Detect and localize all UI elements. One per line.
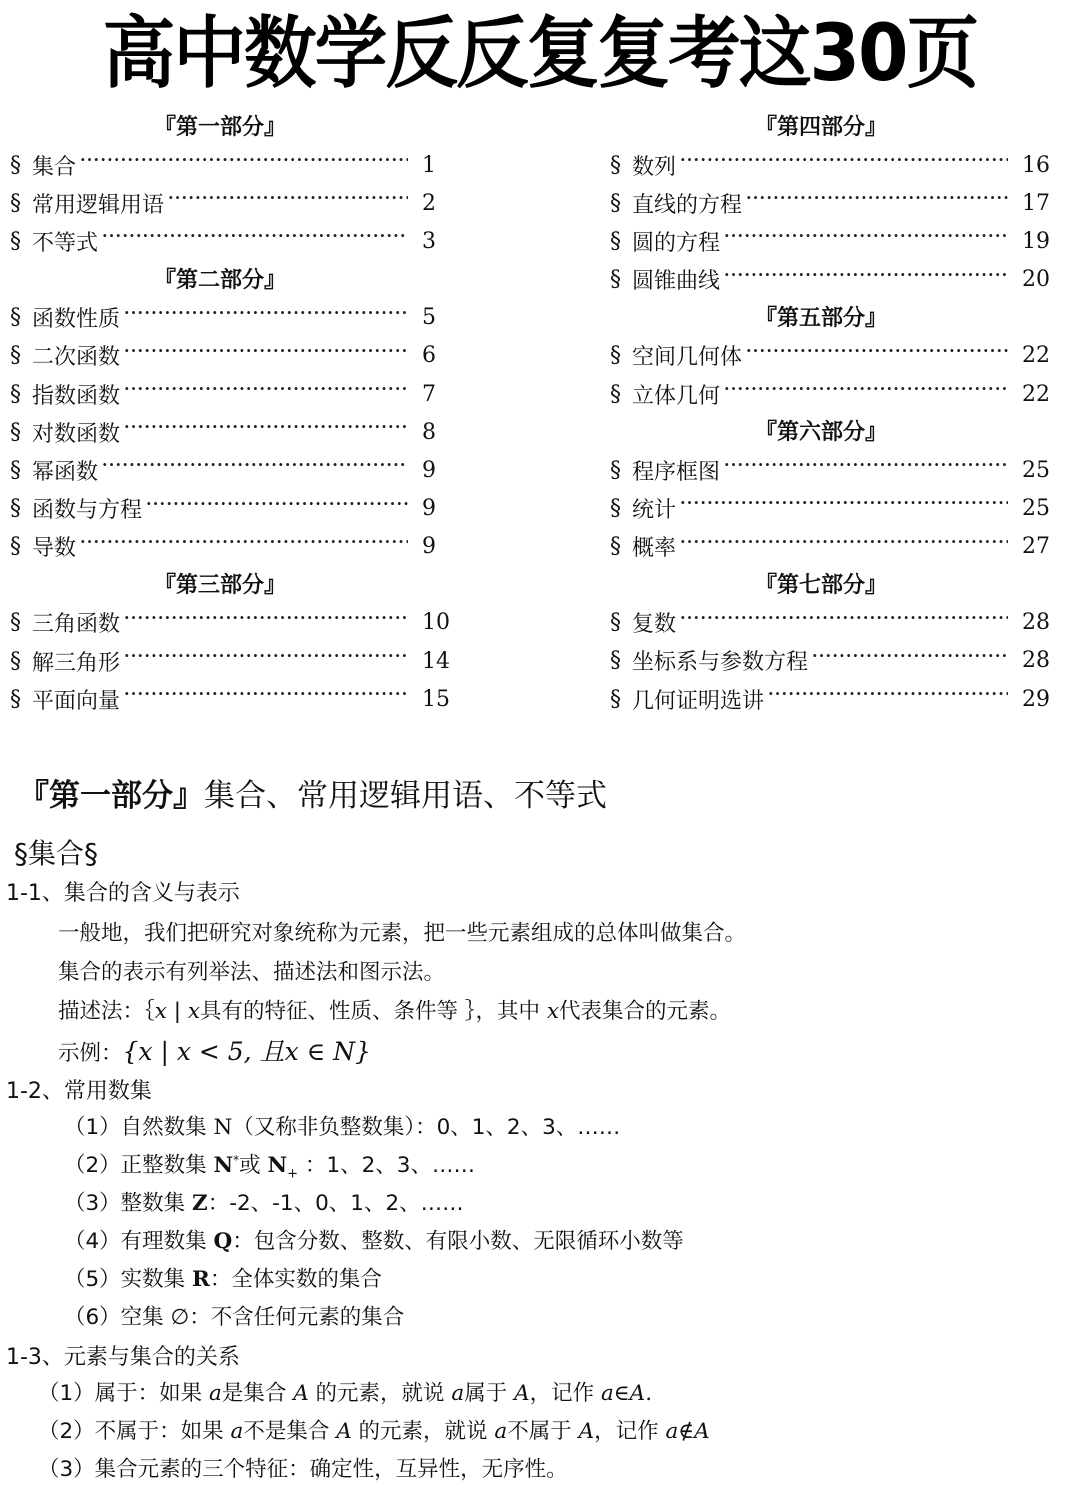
paragraph xyxy=(58,1032,371,1068)
set-symbol: N xyxy=(213,1153,234,1178)
section-mark: § xyxy=(610,381,621,407)
section-mark: § xyxy=(10,305,21,331)
toc-entry[interactable] xyxy=(10,413,470,451)
text: （1）属于：如果 xyxy=(38,1381,210,1406)
superscript: * xyxy=(233,1152,240,1167)
dot-leader xyxy=(746,345,1008,367)
text: 描述法：｛ xyxy=(58,999,155,1024)
math-var: a xyxy=(451,1381,465,1406)
toc-entry-label: 复数 xyxy=(632,612,677,638)
toc-entry-label: 数列 xyxy=(632,154,677,180)
toc-entry[interactable] xyxy=(10,680,470,718)
toc-page-number: 28 xyxy=(1022,648,1050,674)
math-var: x xyxy=(154,999,167,1024)
toc-entry[interactable] xyxy=(10,451,470,489)
toc-entry-label: 概率 xyxy=(632,536,677,562)
text: （6）空集 xyxy=(64,1305,171,1330)
dot-leader xyxy=(124,345,408,367)
toc-page-number: 7 xyxy=(422,381,436,407)
toc-entry[interactable] xyxy=(610,680,1072,718)
text: （又称非负整数集）：0、1、2、3、…… xyxy=(232,1115,621,1140)
dot-leader xyxy=(80,154,408,176)
paragraph: 一般地，我们把研究对象统称为元素，把一些元素组成的总体叫做集合。 xyxy=(58,921,747,946)
toc-entry[interactable] xyxy=(10,604,470,642)
toc-page-number: 28 xyxy=(1022,610,1050,636)
toc-entry[interactable] xyxy=(610,528,1072,566)
section-mark: § xyxy=(10,419,21,445)
list-item xyxy=(64,1224,684,1255)
section-mark: § xyxy=(10,534,21,560)
toc-page-number: 2 xyxy=(422,190,436,216)
toc-entry[interactable] xyxy=(10,146,470,184)
chapter-heading xyxy=(18,770,607,815)
dot-leader xyxy=(124,612,408,634)
dot-leader xyxy=(812,650,1008,672)
dot-leader xyxy=(724,230,1008,252)
toc-entry-label: 几何证明选讲 xyxy=(632,688,765,714)
toc-entry-label: 二次函数 xyxy=(32,345,121,371)
section-mark: § xyxy=(10,496,21,522)
dot-leader xyxy=(746,192,1008,214)
toc-entry-label: 对数函数 xyxy=(32,421,121,447)
toc-entry-label: 常用逻辑用语 xyxy=(32,192,165,218)
toc-page-number: 15 xyxy=(422,686,450,712)
math-var: a xyxy=(230,1419,244,1444)
toc-page-number: 27 xyxy=(1022,534,1050,560)
dot-leader xyxy=(724,383,1008,405)
text: ：1、2、3、…… xyxy=(298,1153,475,1178)
toc-entry[interactable] xyxy=(610,146,1072,184)
section-mark: § xyxy=(610,610,621,636)
dot-leader xyxy=(680,612,1008,634)
toc-entry[interactable] xyxy=(610,337,1072,375)
toc-entry-label: 直线的方程 xyxy=(632,192,743,218)
text: （2）不属于：如果 xyxy=(38,1419,231,1444)
dot-leader xyxy=(168,192,408,214)
math-var: A xyxy=(514,1381,530,1406)
section-mark: § xyxy=(10,648,21,674)
text: （2）正整数集 xyxy=(64,1153,214,1178)
toc-page-number: 25 xyxy=(1022,457,1050,483)
text: 示例： xyxy=(58,1041,123,1066)
text: ：不含任何元素的集合 xyxy=(189,1305,405,1330)
paragraph: 集合的表示有列举法、描述法和图示法。 xyxy=(58,960,446,985)
list-item: （3）集合元素的三个特征：确定性，互异性，无序性。 xyxy=(38,1457,568,1482)
toc-entry-label: 不等式 xyxy=(32,230,99,256)
toc-entry-label: 程序框图 xyxy=(632,459,721,485)
math-var: A xyxy=(578,1419,595,1444)
section-mark: § xyxy=(610,152,621,178)
toc-entry-label: 指数函数 xyxy=(32,383,121,409)
toc-entry-label: 导数 xyxy=(32,536,77,562)
subscript: + xyxy=(287,1166,299,1182)
list-item xyxy=(38,1376,652,1407)
math-var: A xyxy=(336,1419,352,1444)
subsection-heading: 1-3、元素与集合的关系 xyxy=(6,1345,240,1370)
toc-entry[interactable] xyxy=(10,184,470,222)
dot-leader xyxy=(124,650,408,672)
dot-leader xyxy=(124,421,408,443)
toc-entry-label: 函数与方程 xyxy=(32,498,143,524)
text: 具有的特征、性质、条件等 ｝，其中 xyxy=(199,999,547,1024)
toc-entry[interactable] xyxy=(10,642,470,680)
toc-page-number: 8 xyxy=(422,419,436,445)
toc-right-column xyxy=(610,108,1072,718)
set-symbol: N xyxy=(267,1153,288,1178)
text: ，记作 xyxy=(529,1381,601,1406)
list-item xyxy=(64,1186,464,1217)
chapter-part-label: 『第一部分』 xyxy=(18,778,204,814)
section-mark: § xyxy=(10,228,21,254)
set-symbol: R xyxy=(192,1267,210,1292)
subsection-heading: 1-1、集合的含义与表示 xyxy=(6,881,240,906)
list-item xyxy=(38,1414,710,1445)
section-mark: § xyxy=(10,457,21,483)
section-mark: § xyxy=(10,343,21,369)
dot-leader xyxy=(724,459,1008,481)
dot-leader xyxy=(680,154,1008,176)
toc-entry[interactable] xyxy=(610,451,1072,489)
toc-part-heading: 『第二部分』 xyxy=(153,266,286,293)
math-expression: {x | x < 5, 且x ∈ N} xyxy=(122,1037,371,1066)
toc-page-number: 29 xyxy=(1022,686,1050,712)
toc-page-number: 10 xyxy=(422,610,450,636)
text: 不属于 xyxy=(507,1419,579,1444)
text: 的元素，就说 xyxy=(308,1381,452,1406)
dot-leader xyxy=(724,269,1008,291)
toc-entry[interactable] xyxy=(610,222,1072,260)
empty-set-symbol: ∅ xyxy=(170,1305,190,1330)
toc-entry-label: 圆的方程 xyxy=(632,230,721,256)
dot-leader xyxy=(680,536,1008,558)
chapter-title: 集合、常用逻辑用语、不等式 xyxy=(204,778,607,814)
text: 不是集合 xyxy=(243,1419,337,1444)
math-var: A xyxy=(293,1381,309,1406)
toc-part-heading: 『第四部分』 xyxy=(754,114,887,140)
toc-entry-label: 集合 xyxy=(32,154,77,180)
section-mark: § xyxy=(610,534,621,560)
math-expression: a∈A. xyxy=(600,1381,653,1406)
text: 属于 xyxy=(464,1381,515,1406)
toc-entry[interactable] xyxy=(10,222,470,260)
toc-part-heading: 『第一部分』 xyxy=(153,114,286,140)
toc-entry-label: 平面向量 xyxy=(32,688,121,714)
dot-leader xyxy=(124,307,408,329)
toc-left-column xyxy=(10,108,470,718)
section-title: §集合§ xyxy=(14,837,99,870)
toc-page-number: 9 xyxy=(422,457,436,483)
dot-leader xyxy=(768,688,1008,710)
toc-entry-label: 立体几何 xyxy=(632,383,721,409)
section-mark: § xyxy=(10,190,21,216)
text: 的元素，就说 xyxy=(351,1419,495,1444)
set-symbol: Z xyxy=(192,1191,208,1216)
toc-page-number: 1 xyxy=(422,152,436,178)
dot-leader xyxy=(124,688,408,710)
set-symbol: Q xyxy=(213,1229,233,1254)
dot-leader xyxy=(102,459,408,481)
math-var: x xyxy=(546,999,560,1024)
section-mark: § xyxy=(610,686,621,712)
text: （4）有理数集 xyxy=(64,1229,214,1254)
dot-leader xyxy=(680,497,1008,519)
toc-page-number: 20 xyxy=(1022,267,1050,293)
section-mark: § xyxy=(610,457,621,483)
toc-entry[interactable] xyxy=(10,299,470,337)
list-item xyxy=(64,1262,382,1293)
set-symbol: N xyxy=(213,1115,233,1140)
toc-entry[interactable] xyxy=(10,375,470,413)
toc-page-number: 25 xyxy=(1022,495,1050,521)
section-mark: § xyxy=(10,152,21,178)
toc-page-number: 14 xyxy=(422,648,450,674)
section-mark: § xyxy=(610,648,621,674)
toc-entry[interactable] xyxy=(10,490,470,528)
toc-page-number: 9 xyxy=(422,496,436,522)
toc-page-number: 19 xyxy=(1022,228,1050,254)
paragraph xyxy=(58,994,731,1025)
section-mark: § xyxy=(610,343,621,369)
dot-leader xyxy=(80,536,408,558)
toc-entry[interactable] xyxy=(610,489,1072,527)
toc-entry-label: 圆锥曲线 xyxy=(632,269,721,295)
text: | xyxy=(166,999,188,1024)
toc-entry[interactable] xyxy=(610,184,1072,222)
text: 代表集合的元素。 xyxy=(559,999,732,1024)
section-mark: § xyxy=(10,686,21,712)
dot-leader xyxy=(124,383,408,405)
toc-entry[interactable] xyxy=(10,528,470,566)
toc-part-heading: 『第六部分』 xyxy=(754,419,887,446)
page-title: 高中数学反反复复考这30页 xyxy=(102,9,978,99)
toc-entry-label: 空间几何体 xyxy=(632,345,743,371)
toc-entry[interactable] xyxy=(610,375,1072,413)
toc-entry-label: 三角函数 xyxy=(32,612,121,638)
toc-entry[interactable] xyxy=(610,642,1072,680)
toc-page-number: 16 xyxy=(1022,152,1050,178)
dot-leader xyxy=(146,498,408,520)
text: ，记作 xyxy=(594,1419,666,1444)
text: ：全体实数的集合 xyxy=(209,1267,382,1292)
subsection-heading: 1-2、常用数集 xyxy=(6,1079,152,1104)
list-item xyxy=(64,1110,620,1141)
math-var: x xyxy=(187,999,200,1024)
section-mark: § xyxy=(610,228,621,254)
text: 或 xyxy=(239,1153,268,1178)
toc-entry[interactable] xyxy=(610,604,1072,642)
math-expression: a∉A xyxy=(665,1419,710,1444)
toc-page-number: 3 xyxy=(422,228,436,254)
text: （5）实数集 xyxy=(64,1267,193,1292)
text: 是集合 xyxy=(221,1381,294,1406)
section-mark: § xyxy=(610,495,621,521)
toc-part-heading: 『第七部分』 xyxy=(754,571,887,598)
toc-entry-label: 坐标系与参数方程 xyxy=(632,650,809,676)
section-mark: § xyxy=(610,267,621,293)
list-item xyxy=(64,1300,404,1331)
toc-entry-label: 幂函数 xyxy=(32,459,99,485)
toc-entry-label: 函数性质 xyxy=(32,307,121,333)
toc-entry[interactable] xyxy=(10,337,470,375)
text: ：包含分数、整数、有限小数、无限循环小数等 xyxy=(232,1229,684,1254)
toc-part-heading: 『第五部分』 xyxy=(754,304,887,331)
section-mark: § xyxy=(10,381,21,407)
toc-entry-label: 统计 xyxy=(632,497,677,523)
toc-page-number: 5 xyxy=(422,305,436,331)
toc-page-number: 6 xyxy=(422,343,436,369)
math-var: a xyxy=(494,1419,508,1444)
math-var: a xyxy=(209,1381,222,1406)
toc-page-number: 22 xyxy=(1022,343,1050,369)
text: （3）整数集 xyxy=(64,1191,193,1216)
toc-page-number: 9 xyxy=(422,534,436,560)
text: ：-2、-1、0、1、2、…… xyxy=(207,1191,464,1216)
toc-page-number: 22 xyxy=(1022,381,1050,407)
toc-page-number: 17 xyxy=(1022,190,1050,216)
toc-entry-label: 解三角形 xyxy=(32,650,121,676)
list-item xyxy=(64,1148,475,1181)
toc-entry[interactable] xyxy=(610,261,1072,299)
section-mark: § xyxy=(10,610,21,636)
text: （1）自然数集 xyxy=(64,1115,214,1140)
section-mark: § xyxy=(610,190,621,216)
dot-leader xyxy=(102,230,408,252)
toc-part-heading: 『第三部分』 xyxy=(153,571,286,598)
